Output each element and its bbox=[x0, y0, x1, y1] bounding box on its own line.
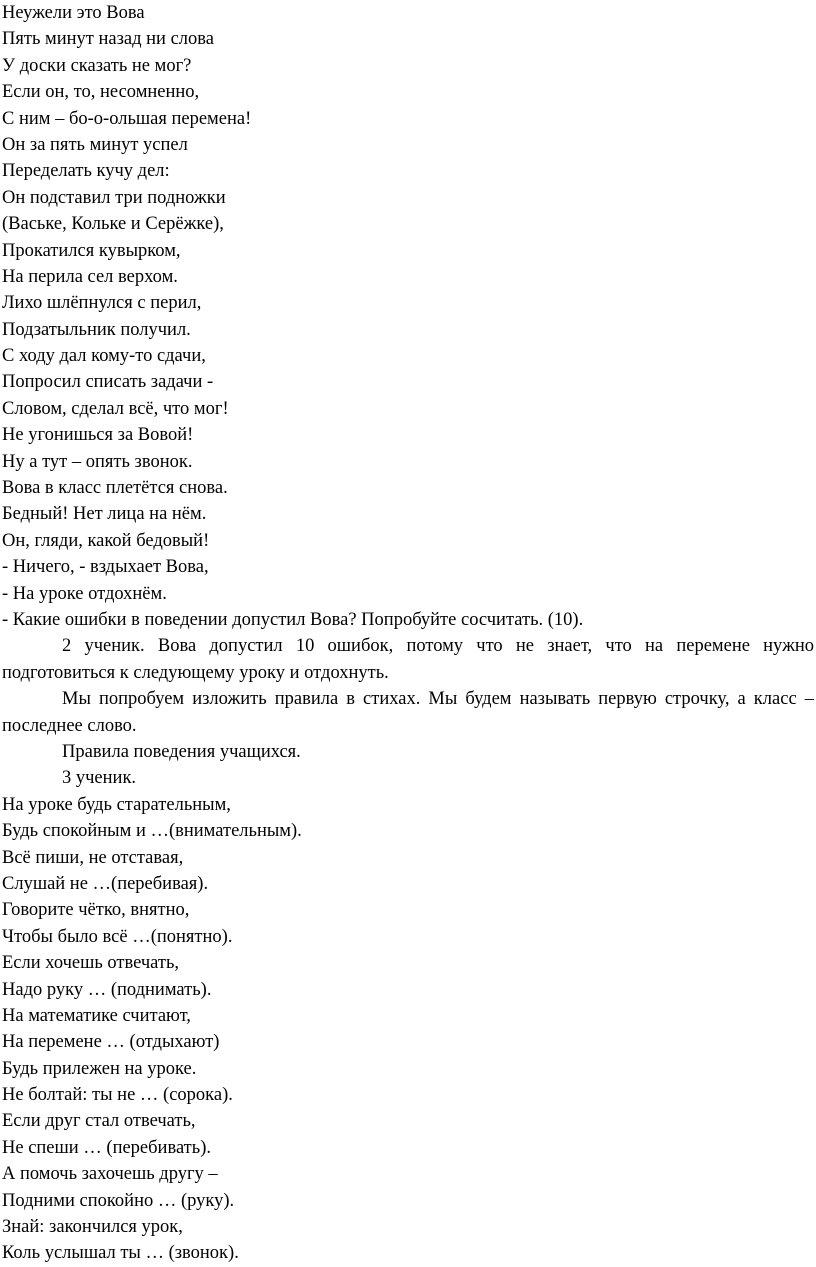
poem-line: Прокатился кувырком, bbox=[2, 240, 181, 261]
poem-line: Не угонишься за Вовой! bbox=[2, 425, 194, 446]
poem-line: - Какие ошибки в поведении допустил Вова? Попробуйте сосчитать. (10). bbox=[2, 609, 584, 630]
poem-line: Слушай не …(перебивая). bbox=[2, 873, 209, 894]
poem-block-2 bbox=[2, 792, 816, 1267]
poem-line: Подзатыльник получил. bbox=[2, 319, 191, 340]
poem-line: Коль услышал ты … (звонок). bbox=[2, 1243, 239, 1264]
poem-line: - На уроке отдохнём. bbox=[2, 583, 167, 604]
poem-line: Не спеши … (перебивать). bbox=[2, 1137, 211, 1158]
poem-line: Он подставил три подножки bbox=[2, 187, 226, 208]
poem-line: Неужели это Вова bbox=[2, 3, 145, 23]
poem-line: На перила сел верхом. bbox=[2, 266, 178, 287]
paragraph-student-2: 2 ученик. Вова допустил 10 ошибок, потому что не знает, что на перемене нужно подготовиться к следующему уроку и отдохнуть. bbox=[2, 636, 814, 683]
poem-line: Ну а тут – опять звонок. bbox=[2, 451, 193, 472]
poem-line: У доски сказать не мог? bbox=[2, 55, 192, 76]
poem-line: С ним – бо-о-ольшая перемена! bbox=[2, 108, 252, 129]
poem-line: - Ничего, - вздыхает Вова, bbox=[2, 557, 209, 578]
poem-line: Не болтай: ты не … (сорока). bbox=[2, 1085, 233, 1106]
poem-line: Он, гляди, какой бедовый! bbox=[2, 530, 210, 551]
poem-line: Бедный! Нет лица на нём. bbox=[2, 504, 207, 525]
poem-line: Если хочешь отвечать, bbox=[2, 953, 180, 974]
poem-line: Попросил списать задачи - bbox=[2, 372, 214, 393]
poem-line: (Ваське, Кольке и Серёжке), bbox=[2, 214, 224, 235]
poem-line: Чтобы было всё …(понятно). bbox=[2, 926, 233, 947]
speaker-student-3: 3 ученик. bbox=[62, 768, 137, 789]
poem-line: Подними спокойно … (руку). bbox=[2, 1190, 235, 1211]
poem-line: На математике считают, bbox=[2, 1005, 191, 1026]
paragraph-instructions: Мы попробуем изложить правила в стихах. Мы будем называть первую строчку, а класс – последнее слово. bbox=[2, 689, 814, 736]
poem-line: Вова в класс плетётся снова. bbox=[2, 478, 228, 499]
poem-line: С ходу дал кому-то сдачи, bbox=[2, 346, 206, 367]
poem-line: Лихо шлёпнулся с перил, bbox=[2, 293, 202, 314]
poem-block-1 bbox=[2, 0, 816, 633]
poem-line: А помочь захочешь другу – bbox=[2, 1164, 218, 1185]
poem-line: Говорите чётко, внятно, bbox=[2, 900, 190, 921]
poem-line: Будь спокойным и …(внимательным). bbox=[2, 821, 302, 842]
poem-line: Будь прилежен на уроке. bbox=[2, 1058, 197, 1079]
poem-line: Знай: закончился урок, bbox=[2, 1217, 183, 1238]
rules-heading: Правила поведения учащихся. bbox=[62, 742, 301, 762]
poem-line: Он за пять минут успел bbox=[2, 134, 188, 155]
poem-line: Если друг стал отвечать, bbox=[2, 1111, 196, 1132]
poem-line: Всё пиши, не отставая, bbox=[2, 847, 184, 868]
poem-line: На уроке будь старательным, bbox=[2, 794, 231, 815]
poem-line: Словом, сделал всё, что мог! bbox=[2, 398, 229, 419]
poem-line: Переделать кучу дел: bbox=[2, 161, 170, 182]
poem-line: Если он, то, несомненно, bbox=[2, 82, 200, 103]
poem-line: На перемене … (отдыхают) bbox=[2, 1032, 220, 1053]
poem-line: Пять минут назад ни слова bbox=[2, 29, 214, 50]
poem-line: Надо руку … (поднимать). bbox=[2, 979, 212, 1000]
